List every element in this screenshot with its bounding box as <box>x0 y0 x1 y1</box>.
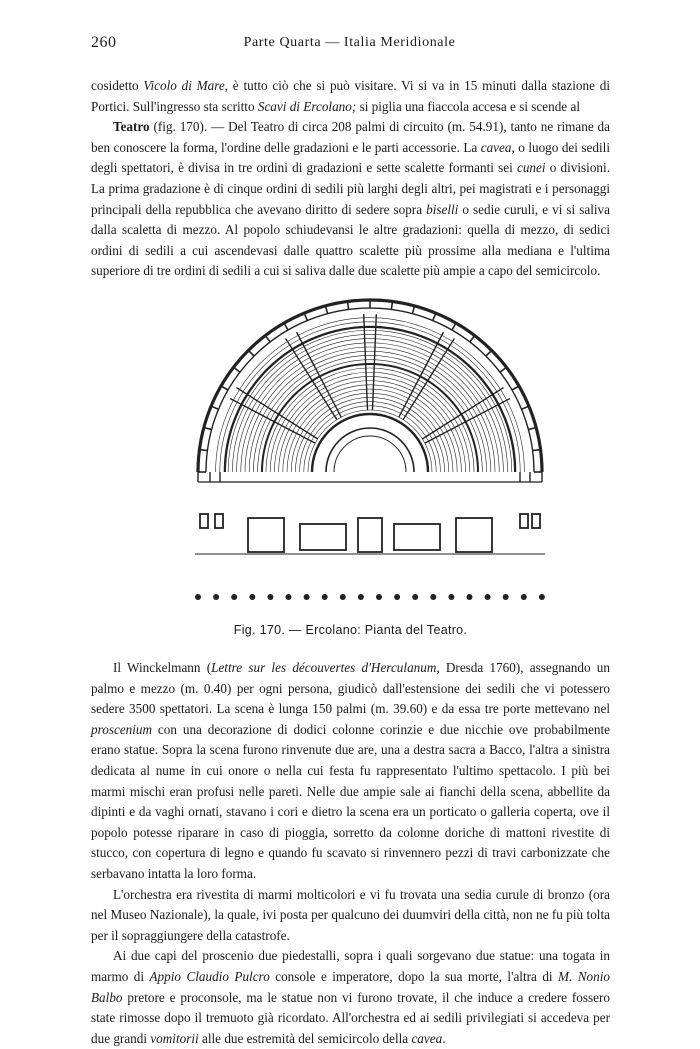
seating-row <box>228 330 512 472</box>
seating-row <box>262 364 478 472</box>
orchestra-floor-arc <box>334 436 406 472</box>
text-run: , è tutto ciò che si può visitare. Vi si va in 15 minuti dalla stazione di Portici. Sull'ingresso sta scritto <box>91 78 610 114</box>
scene-wall-block <box>456 518 492 552</box>
seating-row <box>241 343 499 472</box>
buttress-line <box>234 367 240 372</box>
column-dot <box>213 594 219 600</box>
stair-line <box>425 399 510 444</box>
buttress-line <box>452 323 456 330</box>
column-dot <box>521 594 527 600</box>
buttress-line <box>265 336 270 342</box>
buttress-line <box>433 313 436 320</box>
buttress-line <box>211 406 218 409</box>
stair-line <box>372 314 376 410</box>
italic-text: proscenium <box>91 721 153 737</box>
text-block-bottom <box>91 658 610 1049</box>
scene-wall-block <box>215 514 223 528</box>
scene-wall-block <box>200 514 208 528</box>
stair-line <box>230 399 315 444</box>
buttress-line <box>391 301 392 309</box>
column-dot <box>503 594 509 600</box>
buttress-line <box>500 367 506 372</box>
italic-text: Lettre sur les découvertes d'Herculanum <box>211 660 437 675</box>
column-dot <box>394 594 400 600</box>
column-dot <box>322 594 328 600</box>
buttress-line <box>248 350 254 356</box>
text-run: L'orchestra era rivestita di marmi molticolori e vi fu trovata una sedia curule di bronzo (ora nel Museo Nazionale), la quale, ivi posta per qualcuno dei duumviri della città, non ne fu più tolta per il sopraggiungere della catastrofe. <box>91 886 610 943</box>
buttress-line <box>533 450 541 451</box>
paragraph-winckelmann <box>91 658 610 885</box>
paragraph-intro <box>91 76 610 117</box>
stair-line <box>364 314 368 410</box>
stair-line <box>297 332 342 417</box>
italic-text: cunei <box>516 160 546 176</box>
stair-line <box>399 332 444 417</box>
italic-text: Appio Claudio Pulcro <box>149 968 270 984</box>
column-dot <box>430 594 436 600</box>
bold-text: Teatro <box>113 119 150 135</box>
column-dot <box>340 594 346 600</box>
seating-row <box>224 326 516 472</box>
text-run: Ai due capi del proscenio due piedestalli, sopra i quali sorgevano due statue: una togata in marmo di <box>91 948 610 984</box>
figure-caption: Fig. 170. — Ercolano: Pianta del Teatro. <box>233 623 468 637</box>
italic-text: vomitorii <box>150 1030 199 1046</box>
text-run: cosidetto <box>91 78 144 93</box>
seating-row <box>291 393 449 472</box>
paragraph-proscenio <box>91 946 610 1049</box>
scene-wall-block <box>532 514 540 528</box>
page-header <box>91 34 608 56</box>
text-run: . <box>442 1030 446 1046</box>
seating-row <box>295 397 444 472</box>
buttress-line <box>284 323 288 330</box>
buttress-line <box>199 450 207 451</box>
column-dot <box>249 594 255 600</box>
text-block-top <box>91 76 610 282</box>
buttress-line <box>486 350 492 356</box>
text-run: con una decorazione di dodici colonne corinzie e due nicchie ove probabilmente erano statue. Sopra la scena furono rinvenute due are, una a destra sacra a Bacco, l'altra a sinistra dedicata al nume in cui onore o nella cui festa fu rappresentato l'ultimo spettacolo. I più bei marmi mischi eran profusi nelle pareti. Nelle due ampie sale ai fianchi della scena, abbellite da dipinti e da vaghi ornati, stavano i cori e dietro la scena era un porticato o galleria coperta, ove il popolo potesse riparare in caso di pioggia, sorretto da colonne doriche di mattoni rivestite di stucco, con copertura di legno e quando fu scavato si rinvennero pezzi di travi carbonizzate che serbavano intatta la loro forma. <box>91 721 610 881</box>
scene-wall-block <box>394 524 440 550</box>
outer-wall-inner-arc <box>206 308 534 472</box>
theatre-plan-figure <box>180 292 560 612</box>
column-dot <box>304 594 310 600</box>
seating-row <box>270 372 470 472</box>
text-run: , Dresda 1760), assegnando un palmo e mezzo (m. 0.40) per ogni persona, giudicò dall'estensione dei sedili che vi potessero sedere 3500 spettatori. La scena è lunga 150 palmi (m. 39.60) e da essa tre porte mettevano nel <box>91 660 610 717</box>
seating-row <box>300 402 441 472</box>
italic-text: cavea <box>480 139 512 155</box>
scene-wall-block <box>358 518 382 552</box>
text-run: (fig. 170). — Del Teatro di circa 208 palmi di circuito (m. 54.91), tanto ne rimane da ben conoscere la forma, l'ordine delle gradazioni e le parti accessorie. La <box>91 119 610 155</box>
text-run: o divisioni. La prima gradazione è di cinque ordini di sedili più larghi degli altri, pei magistrati e i personaggi principali della repubblica che avevano diritto di sedere sopra <box>91 160 610 217</box>
praecinctio-arc <box>262 364 478 472</box>
buttress-line <box>470 336 475 342</box>
column-dot <box>376 594 382 600</box>
orchestra-arc <box>312 414 428 472</box>
scene-wall-block <box>300 524 346 550</box>
column-dot <box>539 594 545 600</box>
text-run: o sedie curuli, e vi si saliva dalla scaletta di mezzo. Al popolo schiudevansi le altre gradazioni: quella di mezzo, di sedici ordini di sedili a cui ascendevasi dalle quattro scalette più prossime alla mediana e l'ultima superiore di tre ordini di sedili a cui si saliva dalle due scalette più ampie a capo del semicircolo. <box>91 201 610 279</box>
paragraph-orchestra <box>91 885 610 947</box>
column-dot <box>412 594 418 600</box>
buttress-line <box>304 313 307 320</box>
column-dot <box>267 594 273 600</box>
text-run: pretore e proconsole, ma le statue non vi furono trovate, il che induce a credere fossero state rimosse dopo il tremuoto già ricordato. All'orchestra ed ai sedili privilegiati si accedeva per due grandi <box>91 989 610 1046</box>
scene-wall-block <box>520 514 528 528</box>
column-dot <box>358 594 364 600</box>
text-run: Il Winckelmann ( <box>113 660 212 675</box>
paragraph-teatro <box>91 117 610 282</box>
text-run: si piglia una fiaccola accesa e si scende al <box>356 98 580 114</box>
italic-text: biselli <box>426 201 459 217</box>
column-dot <box>467 594 473 600</box>
seating-row <box>232 334 507 472</box>
column-dot <box>448 594 454 600</box>
scene-wall-block <box>248 518 284 552</box>
italic-text: M. Nonio Balbo <box>91 968 610 1005</box>
text-run: console e imperatore, dopo la sua morte, l'altra di <box>269 968 559 984</box>
seating-row <box>274 376 465 472</box>
italic-text: Vicolo di Mare <box>143 78 225 93</box>
buttress-line <box>522 406 529 409</box>
text-run: alle due estremità del semicircolo della <box>198 1030 412 1046</box>
italic-text: Scavi di Ercolano; <box>257 98 357 114</box>
page-number: 260 <box>91 34 117 51</box>
column-dot <box>195 594 201 600</box>
buttress-line <box>221 386 228 390</box>
seating-row <box>216 318 525 472</box>
buttress-line <box>512 386 519 390</box>
running-title: Parte Quarta — Italia Meridionale <box>243 35 456 50</box>
column-dot <box>231 594 237 600</box>
orchestra-inner-arc <box>326 428 414 472</box>
italic-text: cavea <box>411 1030 443 1046</box>
column-dot <box>286 594 292 600</box>
column-dot <box>485 594 491 600</box>
text-run: , o luogo dei sedili degli spettatori, è divisa in tre ordini di gradazioni e sette scalette formanti sei <box>91 139 610 176</box>
buttress-line <box>348 301 349 309</box>
